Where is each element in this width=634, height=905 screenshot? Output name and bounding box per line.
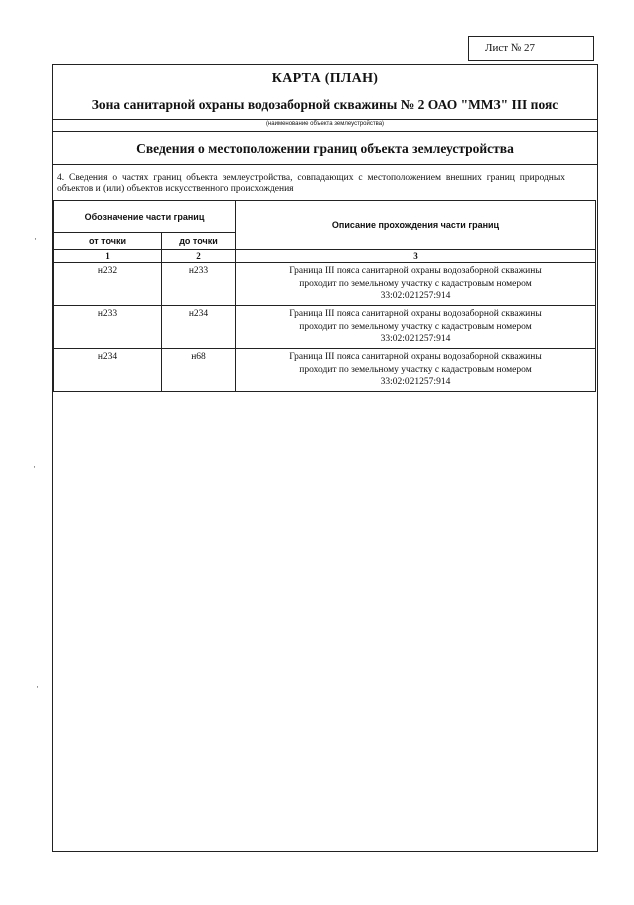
col-number: 1	[54, 250, 162, 263]
col-number: 2	[162, 250, 236, 263]
desc-line: Граница III пояса санитарной охраны водозаборной скважины	[289, 266, 542, 276]
object-caption: (наименование объекта землеустройства)	[265, 121, 385, 127]
table-row	[54, 263, 596, 306]
group-header: Обозначение части границ	[54, 201, 236, 233]
desc-line: проходит по земельному участку с кадастровым номером	[299, 278, 532, 289]
desc-line: Граница III пояса санитарной охраны водозаборной скважины	[289, 352, 542, 362]
desc-line: Граница III пояса санитарной охраны водозаборной скважины	[289, 309, 542, 319]
scan-mark: ·	[34, 234, 37, 244]
table-row	[54, 349, 596, 392]
to-header: до точки	[162, 233, 236, 250]
divider	[53, 119, 597, 120]
section-title: Сведения о местоположении границ объекта землеустройства	[136, 141, 514, 156]
boundary-description	[236, 306, 596, 349]
to-point: н234	[162, 306, 236, 349]
object-name: Зона санитарной охраны водозаборной скважины № 2 ОАО "ММЗ" III пояс	[91, 97, 559, 112]
scan-mark: ·	[33, 462, 36, 472]
map-title: КАРТА (ПЛАН)	[271, 71, 379, 86]
scan-mark: ·	[36, 682, 39, 692]
divider	[53, 131, 597, 132]
desc-header: Описание прохождения части границ	[236, 201, 596, 250]
desc-line: проходит по земельному участку с кадастровым номером	[299, 364, 532, 375]
from-header: от точки	[54, 233, 162, 250]
col-number: 3	[236, 250, 596, 263]
cadastral-number: 33:02:021257:914	[380, 334, 451, 344]
desc-line: проходит по земельному участку с кадастровым номером	[299, 321, 532, 332]
from-point: н234	[54, 349, 162, 392]
document-frame	[52, 64, 598, 852]
boundary-description	[236, 349, 596, 392]
cadastral-number: 33:02:021257:914	[380, 377, 451, 387]
from-point: н233	[54, 306, 162, 349]
cadastral-number: 33:02:021257:914	[380, 291, 451, 301]
sheet-number: Лист № 27	[468, 36, 594, 61]
from-point: н232	[54, 263, 162, 306]
boundary-description	[236, 263, 596, 306]
divider	[53, 164, 597, 165]
table-row	[54, 306, 596, 349]
to-point: н233	[162, 263, 236, 306]
intro-text: 4. Сведения о частях границ объекта землеустройства, совпадающих с местоположением внешних границ природных объектов и (или) объектов искусственного происхождения	[57, 173, 565, 194]
to-point: н68	[162, 349, 236, 392]
boundary-table	[53, 200, 596, 392]
